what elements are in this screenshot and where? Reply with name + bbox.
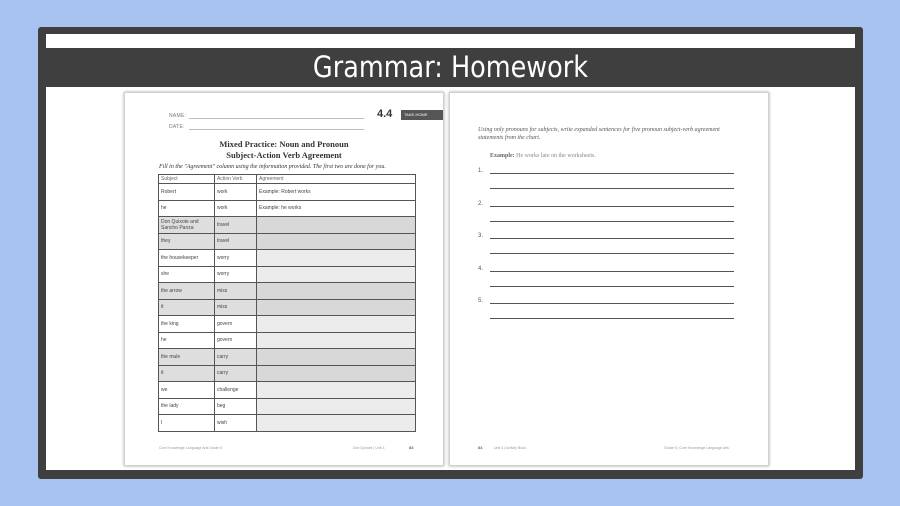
agreement-cell[interactable] [257,382,416,399]
answer-item-number: 1. [478,168,484,174]
subject-cell: it [159,299,215,316]
table-row [159,217,416,234]
name-label: NAME: [169,113,187,119]
subject-cell: they [159,233,215,250]
footer-left: Core Knowledge Language Arts Grade 5 [159,446,223,450]
action-verb-cell: miss [215,299,257,316]
action-verb-cell: worry [215,266,257,283]
agreement-cell[interactable] [257,365,416,382]
agreement-cell[interactable] [257,316,416,333]
worksheet-title-line2: Subject-Action Verb Agreement [226,150,342,160]
table-row [159,250,416,267]
answer-line[interactable] [490,173,734,174]
agreement-cell[interactable] [257,349,416,366]
agreement-cell[interactable] [257,266,416,283]
answer-line[interactable] [490,221,734,222]
action-verb-cell: govern [215,332,257,349]
col-header-subject: Subject [159,175,215,184]
action-verb-cell: travel [215,217,257,234]
table-row [159,233,416,250]
action-verb-cell: govern [215,316,257,333]
agreement-cell[interactable]: Example: Robert works [257,184,416,201]
table-row [159,283,416,300]
subject-cell: I [159,415,215,432]
subject-cell: he [159,200,215,217]
page-number-2: 84 [478,445,483,450]
answer-line[interactable] [490,238,734,239]
table-row [159,299,416,316]
worksheet-instructions: Fill in the "Agreement" column using the information provided. The first two are done for you. [159,164,386,170]
agreement-cell[interactable] [257,299,416,316]
subject-cell: Don Quixote and Sancho Panza [159,217,215,234]
answer-item-number: 4. [478,265,484,272]
answer-item-number: 2. [478,200,484,207]
subject-cell: the arrow [159,283,215,300]
action-verb-cell: challenge [215,382,257,399]
col-header-agreement: Agreement [257,175,416,184]
table-row [159,332,416,349]
table-row [159,382,416,399]
table-row [159,184,416,201]
action-verb-cell: beg [215,398,257,415]
table-row [159,415,416,432]
action-verb-cell: wish [215,415,257,432]
agreement-cell[interactable] [257,398,416,415]
subject-cell: the mule [159,349,215,366]
page-number: 83 [409,445,414,450]
example-label: Example: [490,153,515,159]
action-verb-cell: work [215,184,257,201]
slide-content [46,87,855,470]
lesson-number: 4.4 [377,108,393,120]
top-strip [46,34,855,48]
table-row [159,349,416,366]
worksheet-page-right [449,92,769,466]
table-row [159,200,416,217]
example-text: He works late on the worksheets. [516,153,596,159]
worksheet-page-left [124,92,444,466]
agreement-cell[interactable] [257,332,416,349]
subject-cell: we [159,382,215,399]
agreement-cell[interactable] [257,283,416,300]
table-row [159,398,416,415]
answer-line[interactable] [490,318,734,319]
date-line [189,129,364,130]
table-row [159,365,416,382]
table-header-row [159,175,416,184]
action-verb-cell: work [215,200,257,217]
agreement-cell[interactable] [257,233,416,250]
name-line [189,118,364,119]
lesson-tag: TAKE-HOME [401,110,443,120]
answer-line[interactable] [490,206,734,207]
slide-title: Grammar: Homework [312,50,589,84]
subject-cell: Robert [159,184,215,201]
action-verb-cell: worry [215,250,257,267]
footer-right-2: Grade 5 | Core Knowledge Language Arts [664,446,729,450]
answer-item-number: 5. [478,298,484,304]
answer-line[interactable] [490,303,734,304]
table-row [159,316,416,333]
slide-frame [38,27,863,479]
agreement-cell[interactable] [257,415,416,432]
date-label: DATE: [169,124,185,130]
footer-right: Don Quixote | Unit 3 [353,446,385,450]
action-verb-cell: carry [215,365,257,382]
subject-cell: the housekeeper [159,250,215,267]
answer-line[interactable] [490,286,734,287]
action-verb-cell: miss [215,283,257,300]
table-body [159,184,416,432]
table-row [159,266,416,283]
answer-item-number: 3. [478,233,484,239]
subject-cell: it [159,365,215,382]
worksheet2-instructions: Using only pronouns for subjects, write expanded sentences for five pronoun subject-verb agreement statements from the chart. [478,127,720,141]
worksheet-title-line1: Mixed Practice: Noun and Pronoun [219,139,349,149]
col-header-action-verb: Action Verb [215,175,257,184]
agreement-cell[interactable] [257,217,416,234]
agreement-cell[interactable] [257,250,416,267]
agreement-table [158,174,416,432]
subject-cell: he [159,332,215,349]
subject-cell: the king [159,316,215,333]
subject-cell: the lady [159,398,215,415]
action-verb-cell: carry [215,349,257,366]
action-verb-cell: travel [215,233,257,250]
footer-left-2: Unit 3 | Activity Book [494,446,526,450]
example-sentence [490,153,596,159]
subject-cell: she [159,266,215,283]
answer-line[interactable] [490,188,734,189]
agreement-cell[interactable]: Example: he works [257,200,416,217]
answer-line[interactable] [490,253,734,254]
answer-line[interactable] [490,271,734,272]
